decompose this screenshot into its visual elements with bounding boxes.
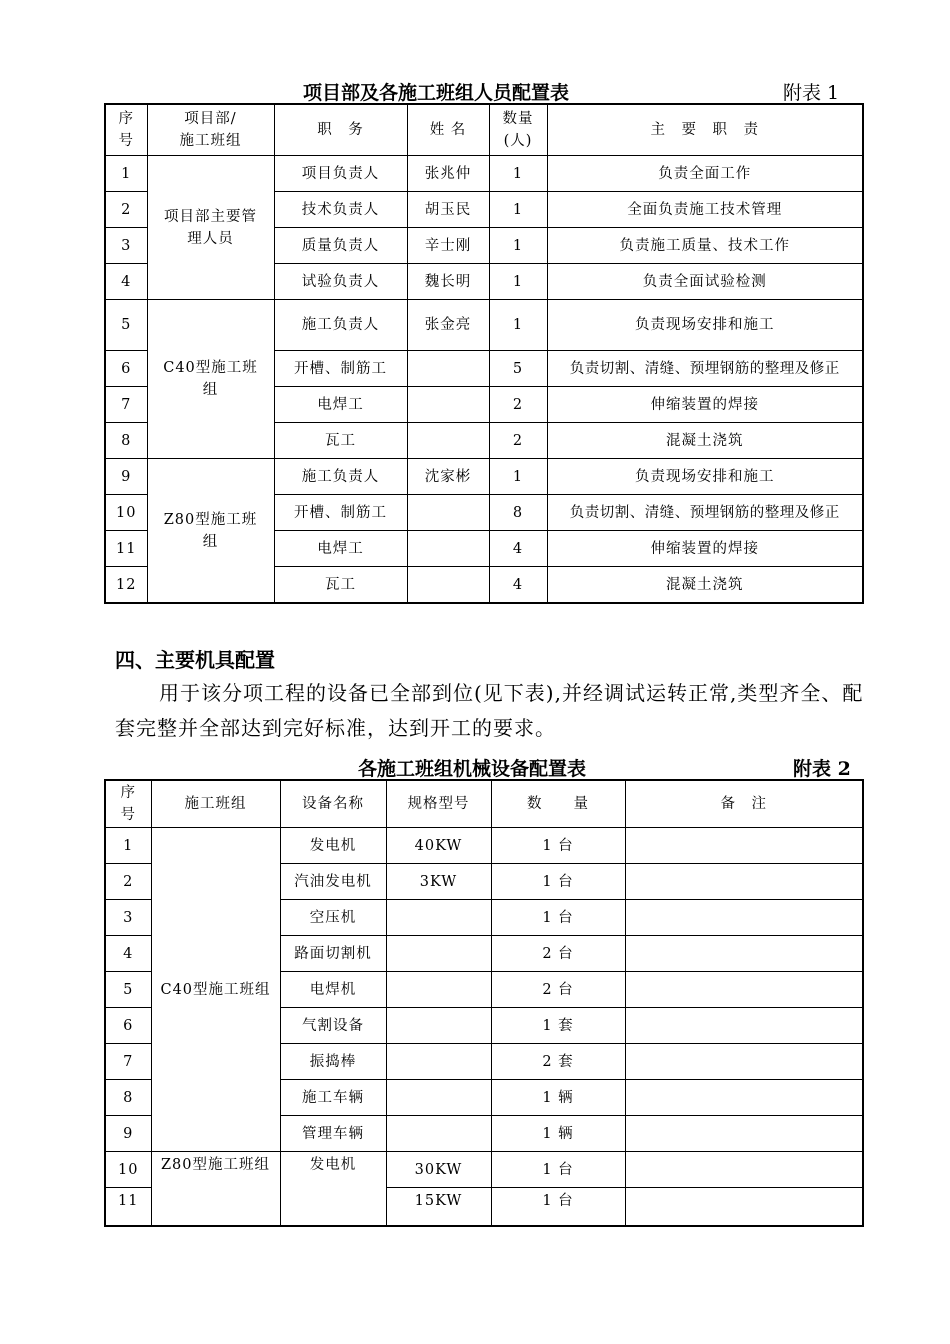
spec-cell bbox=[386, 1080, 491, 1116]
spec-cell: 40KW bbox=[386, 828, 491, 864]
role-cell: 电焊工 bbox=[274, 387, 407, 423]
table1-caption: 项目部及各施工班组人员配置表 bbox=[303, 82, 570, 104]
quantity-cell: 1 辆 bbox=[491, 1116, 625, 1152]
equipment-cell: 空压机 bbox=[280, 900, 386, 936]
row-serial: 11 bbox=[105, 1188, 151, 1227]
row-serial: 4 bbox=[105, 936, 151, 972]
equipment-cell: 管理车辆 bbox=[280, 1116, 386, 1152]
row-serial: 9 bbox=[105, 1116, 151, 1152]
person-cell: 张金亮 bbox=[407, 300, 489, 351]
note-cell bbox=[625, 828, 863, 864]
person-cell bbox=[407, 495, 489, 531]
duty-cell: 负责全面工作 bbox=[547, 156, 863, 192]
paragraph-text: 用于该分项工程的设备已全部到位(见下表),并经调试运转正常,类型齐全、配套完整并全部达到完好标准，达到开工的要求。 bbox=[115, 681, 864, 740]
role-cell: 电焊工 bbox=[274, 531, 407, 567]
role-cell: 开槽、制筋工 bbox=[274, 351, 407, 387]
row-serial: 8 bbox=[105, 423, 147, 459]
personnel-table bbox=[104, 103, 864, 604]
header-team: 项目部/ 施工班组 bbox=[147, 104, 274, 156]
row-serial: 10 bbox=[105, 495, 147, 531]
row-serial: 12 bbox=[105, 567, 147, 604]
spec-cell bbox=[386, 1116, 491, 1152]
note-cell bbox=[625, 1152, 863, 1188]
duty-cell: 混凝土浇筑 bbox=[547, 567, 863, 604]
count-cell: 1 bbox=[489, 300, 547, 351]
role-cell: 施工负责人 bbox=[274, 459, 407, 495]
team-cell: C40型施工班组 bbox=[147, 300, 274, 459]
header-note: 备 注 bbox=[625, 780, 863, 828]
count-cell: 5 bbox=[489, 351, 547, 387]
person-cell: 辛士刚 bbox=[407, 228, 489, 264]
section-paragraph bbox=[115, 676, 865, 746]
equipment-cell: 电焊机 bbox=[280, 972, 386, 1008]
header-duty: 主 要 职 责 bbox=[547, 104, 863, 156]
role-cell: 施工负责人 bbox=[274, 300, 407, 351]
table2-caption: 各施工班组机械设备配置表 bbox=[358, 758, 587, 780]
team-cell: Z80型施工班组 bbox=[151, 1152, 280, 1227]
person-cell bbox=[407, 423, 489, 459]
row-serial: 9 bbox=[105, 459, 147, 495]
note-cell bbox=[625, 900, 863, 936]
person-cell bbox=[407, 351, 489, 387]
row-serial: 6 bbox=[105, 1008, 151, 1044]
duty-cell: 负责切割、清缝、预埋钢筋的整理及修正 bbox=[547, 495, 863, 531]
role-cell: 瓦工 bbox=[274, 567, 407, 604]
equipment-cell: 气割设备 bbox=[280, 1008, 386, 1044]
count-cell: 1 bbox=[489, 459, 547, 495]
count-cell: 1 bbox=[489, 228, 547, 264]
quantity-cell: 1 台 bbox=[491, 1188, 625, 1227]
table-row bbox=[105, 828, 863, 864]
row-serial: 7 bbox=[105, 1044, 151, 1080]
count-cell: 1 bbox=[489, 264, 547, 300]
table1-appendix-label: 附表 1 bbox=[783, 82, 840, 104]
role-cell: 质量负责人 bbox=[274, 228, 407, 264]
note-cell bbox=[625, 1044, 863, 1080]
header-serial: 序 号 bbox=[105, 780, 151, 828]
note-cell bbox=[625, 864, 863, 900]
equipment-cell: 振捣棒 bbox=[280, 1044, 386, 1080]
person-cell bbox=[407, 567, 489, 604]
note-cell bbox=[625, 936, 863, 972]
count-cell: 2 bbox=[489, 423, 547, 459]
quantity-cell: 2 套 bbox=[491, 1044, 625, 1080]
spec-cell bbox=[386, 1044, 491, 1080]
spec-cell bbox=[386, 936, 491, 972]
note-cell bbox=[625, 1188, 863, 1227]
person-cell bbox=[407, 531, 489, 567]
count-cell: 1 bbox=[489, 192, 547, 228]
person-cell: 张兆仲 bbox=[407, 156, 489, 192]
row-serial: 4 bbox=[105, 264, 147, 300]
note-cell bbox=[625, 1080, 863, 1116]
quantity-cell: 2 台 bbox=[491, 936, 625, 972]
count-cell: 1 bbox=[489, 156, 547, 192]
person-cell bbox=[407, 387, 489, 423]
note-cell bbox=[625, 972, 863, 1008]
duty-cell: 全面负责施工技术管理 bbox=[547, 192, 863, 228]
header-role: 职 务 bbox=[274, 104, 407, 156]
quantity-cell: 1 台 bbox=[491, 864, 625, 900]
equipment-cell: 施工车辆 bbox=[280, 1080, 386, 1116]
spec-cell: 30KW bbox=[386, 1152, 491, 1188]
spec-cell bbox=[386, 972, 491, 1008]
role-cell: 试验负责人 bbox=[274, 264, 407, 300]
row-serial: 2 bbox=[105, 192, 147, 228]
quantity-cell: 1 台 bbox=[491, 828, 625, 864]
row-serial: 2 bbox=[105, 864, 151, 900]
row-serial: 3 bbox=[105, 900, 151, 936]
equipment-cell: 路面切割机 bbox=[280, 936, 386, 972]
equipment-cell: 汽油发电机 bbox=[280, 864, 386, 900]
duty-cell: 负责切割、清缝、预埋钢筋的整理及修正 bbox=[547, 351, 863, 387]
section-heading: 四、主要机具配置 bbox=[115, 648, 275, 672]
quantity-cell: 1 台 bbox=[491, 1152, 625, 1188]
header-serial: 序 号 bbox=[105, 104, 147, 156]
row-serial: 5 bbox=[105, 300, 147, 351]
person-cell: 魏长明 bbox=[407, 264, 489, 300]
duty-cell: 负责施工质量、技术工作 bbox=[547, 228, 863, 264]
count-cell: 2 bbox=[489, 387, 547, 423]
table-header-row bbox=[105, 780, 863, 828]
note-cell bbox=[625, 1116, 863, 1152]
header-spec: 规格型号 bbox=[386, 780, 491, 828]
spec-cell bbox=[386, 1008, 491, 1044]
duty-cell: 伸缩装置的焊接 bbox=[547, 531, 863, 567]
count-cell: 4 bbox=[489, 567, 547, 604]
spec-cell bbox=[386, 900, 491, 936]
team-cell: 项目部主要管理人员 bbox=[147, 156, 274, 300]
row-serial: 5 bbox=[105, 972, 151, 1008]
row-serial: 3 bbox=[105, 228, 147, 264]
count-cell: 4 bbox=[489, 531, 547, 567]
header-quantity: 数 量 bbox=[491, 780, 625, 828]
quantity-cell: 1 台 bbox=[491, 900, 625, 936]
person-cell: 沈家彬 bbox=[407, 459, 489, 495]
team-cell: Z80型施工班组 bbox=[147, 459, 274, 604]
row-serial: 1 bbox=[105, 828, 151, 864]
equipment-cell: 发电机 bbox=[280, 828, 386, 864]
table2-appendix-label: 附表 2 bbox=[793, 758, 851, 780]
quantity-cell: 1 套 bbox=[491, 1008, 625, 1044]
duty-cell: 负责现场安排和施工 bbox=[547, 300, 863, 351]
table-row bbox=[105, 300, 863, 351]
header-equipment: 设备名称 bbox=[280, 780, 386, 828]
header-team: 施工班组 bbox=[151, 780, 280, 828]
table-row bbox=[105, 459, 863, 495]
quantity-cell: 1 辆 bbox=[491, 1080, 625, 1116]
duty-cell: 负责全面试验检测 bbox=[547, 264, 863, 300]
role-cell: 瓦工 bbox=[274, 423, 407, 459]
duty-cell: 伸缩装置的焊接 bbox=[547, 387, 863, 423]
header-name: 姓 名 bbox=[407, 104, 489, 156]
spec-cell: 3KW bbox=[386, 864, 491, 900]
table-row bbox=[105, 1152, 863, 1188]
row-serial: 11 bbox=[105, 531, 147, 567]
duty-cell: 负责现场安排和施工 bbox=[547, 459, 863, 495]
table-row bbox=[105, 156, 863, 192]
note-cell bbox=[625, 1008, 863, 1044]
team-cell: C40型施工班组 bbox=[151, 828, 280, 1152]
count-cell: 8 bbox=[489, 495, 547, 531]
spec-cell: 15KW bbox=[386, 1188, 491, 1227]
equipment-table bbox=[104, 779, 864, 1227]
role-cell: 开槽、制筋工 bbox=[274, 495, 407, 531]
row-serial: 10 bbox=[105, 1152, 151, 1188]
row-serial: 1 bbox=[105, 156, 147, 192]
table-header-row bbox=[105, 104, 863, 156]
row-serial: 6 bbox=[105, 351, 147, 387]
row-serial: 8 bbox=[105, 1080, 151, 1116]
header-count: 数量 (人) bbox=[489, 104, 547, 156]
quantity-cell: 2 台 bbox=[491, 972, 625, 1008]
duty-cell: 混凝土浇筑 bbox=[547, 423, 863, 459]
role-cell: 项目负责人 bbox=[274, 156, 407, 192]
row-serial: 7 bbox=[105, 387, 147, 423]
equipment-cell: 发电机 bbox=[280, 1152, 386, 1227]
role-cell: 技术负责人 bbox=[274, 192, 407, 228]
person-cell: 胡玉民 bbox=[407, 192, 489, 228]
